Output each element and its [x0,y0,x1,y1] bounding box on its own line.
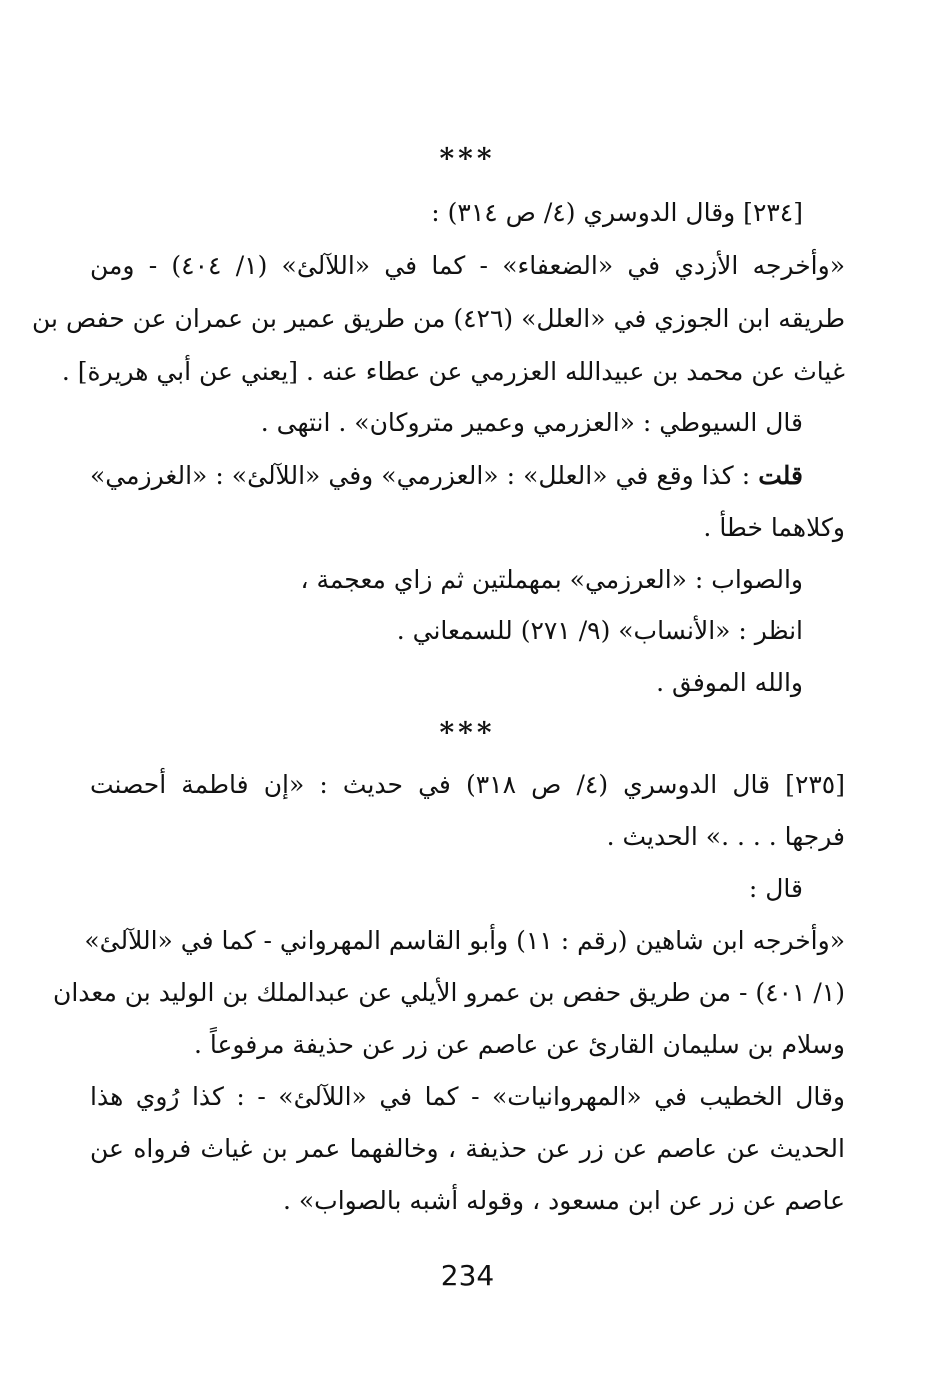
text-line: وكلاهما خطأ . [703,513,845,542]
text-line: طريقه ابن الجوزي في «العلل» (٤٢٦) من طريق عمير بن عمران عن حفص بن [32,304,845,333]
text-line: الحديث عن عاصم عن زر عن حذيفة ، وخالفهما عمر بن غياث فرواه عن [90,1134,845,1163]
text-line: والصواب : «العرزمي» بمهملتين ثم زاي معجمة ، [300,565,803,594]
text-line: انظر : «الأنساب» (٩/ ٢٧١) للسمعاني . [396,616,803,645]
page-number: 234 [440,1259,495,1292]
text-line: «وأخرجه الأزدي في «الضعفاء» - كما في «اللآلئ» (١/ ٤٠٤) - ومن [90,251,845,280]
qult-label: قلت [758,461,803,490]
qult-line [90,459,845,493]
text-line: «وأخرجه ابن شاهين (رقم : ١١) وأبو القاسم المهرواني - كما في «اللآلئ» [84,926,845,955]
text-line: فرجها . . . .» الحديث . [606,822,845,851]
text-line: عاصم عن زر عن ابن مسعود ، وقوله أشبه بالصواب» . [282,1186,845,1215]
text-line: غياث عن محمد بن عبيدالله العزرمي عن عطاء عنه . [يعني عن أبي هريرة] . [61,357,845,386]
text-line: والله الموفق . [656,668,803,697]
text-line: وقال الخطيب في «المهروانيات» - كما في «اللآلئ» - : كذا رُوي هذا [90,1082,845,1111]
text-line: وسلام بن سليمان القارئ عن عاصم عن زر عن حذيفة مرفوعاً . [194,1030,845,1059]
text-line: قال : [748,874,803,903]
qult-text: : كذا وقع في «العلل» : «العزرمي» وفي «اللآلئ» : «الغرزمي» [90,461,759,490]
text-line: قال السيوطي : «العزرمي وعمير متروكان» . انتهى . [260,408,803,437]
text-line: (١/ ٤٠١) - من طريق حفص بن عمرو الأيلي عن عبدالملك بن الوليد بن معدان [52,978,845,1007]
entry-234-heading: [٢٣٤] وقال الدوسري (٤/ ص ٣١٤) : [431,198,803,227]
section-separator: *** [439,142,496,175]
section-separator: *** [439,716,496,749]
entry-235-heading: [٢٣٥] قال الدوسري (٤/ ص ٣١٨) في حديث : «إن فاطمة أحصنت [90,770,845,799]
